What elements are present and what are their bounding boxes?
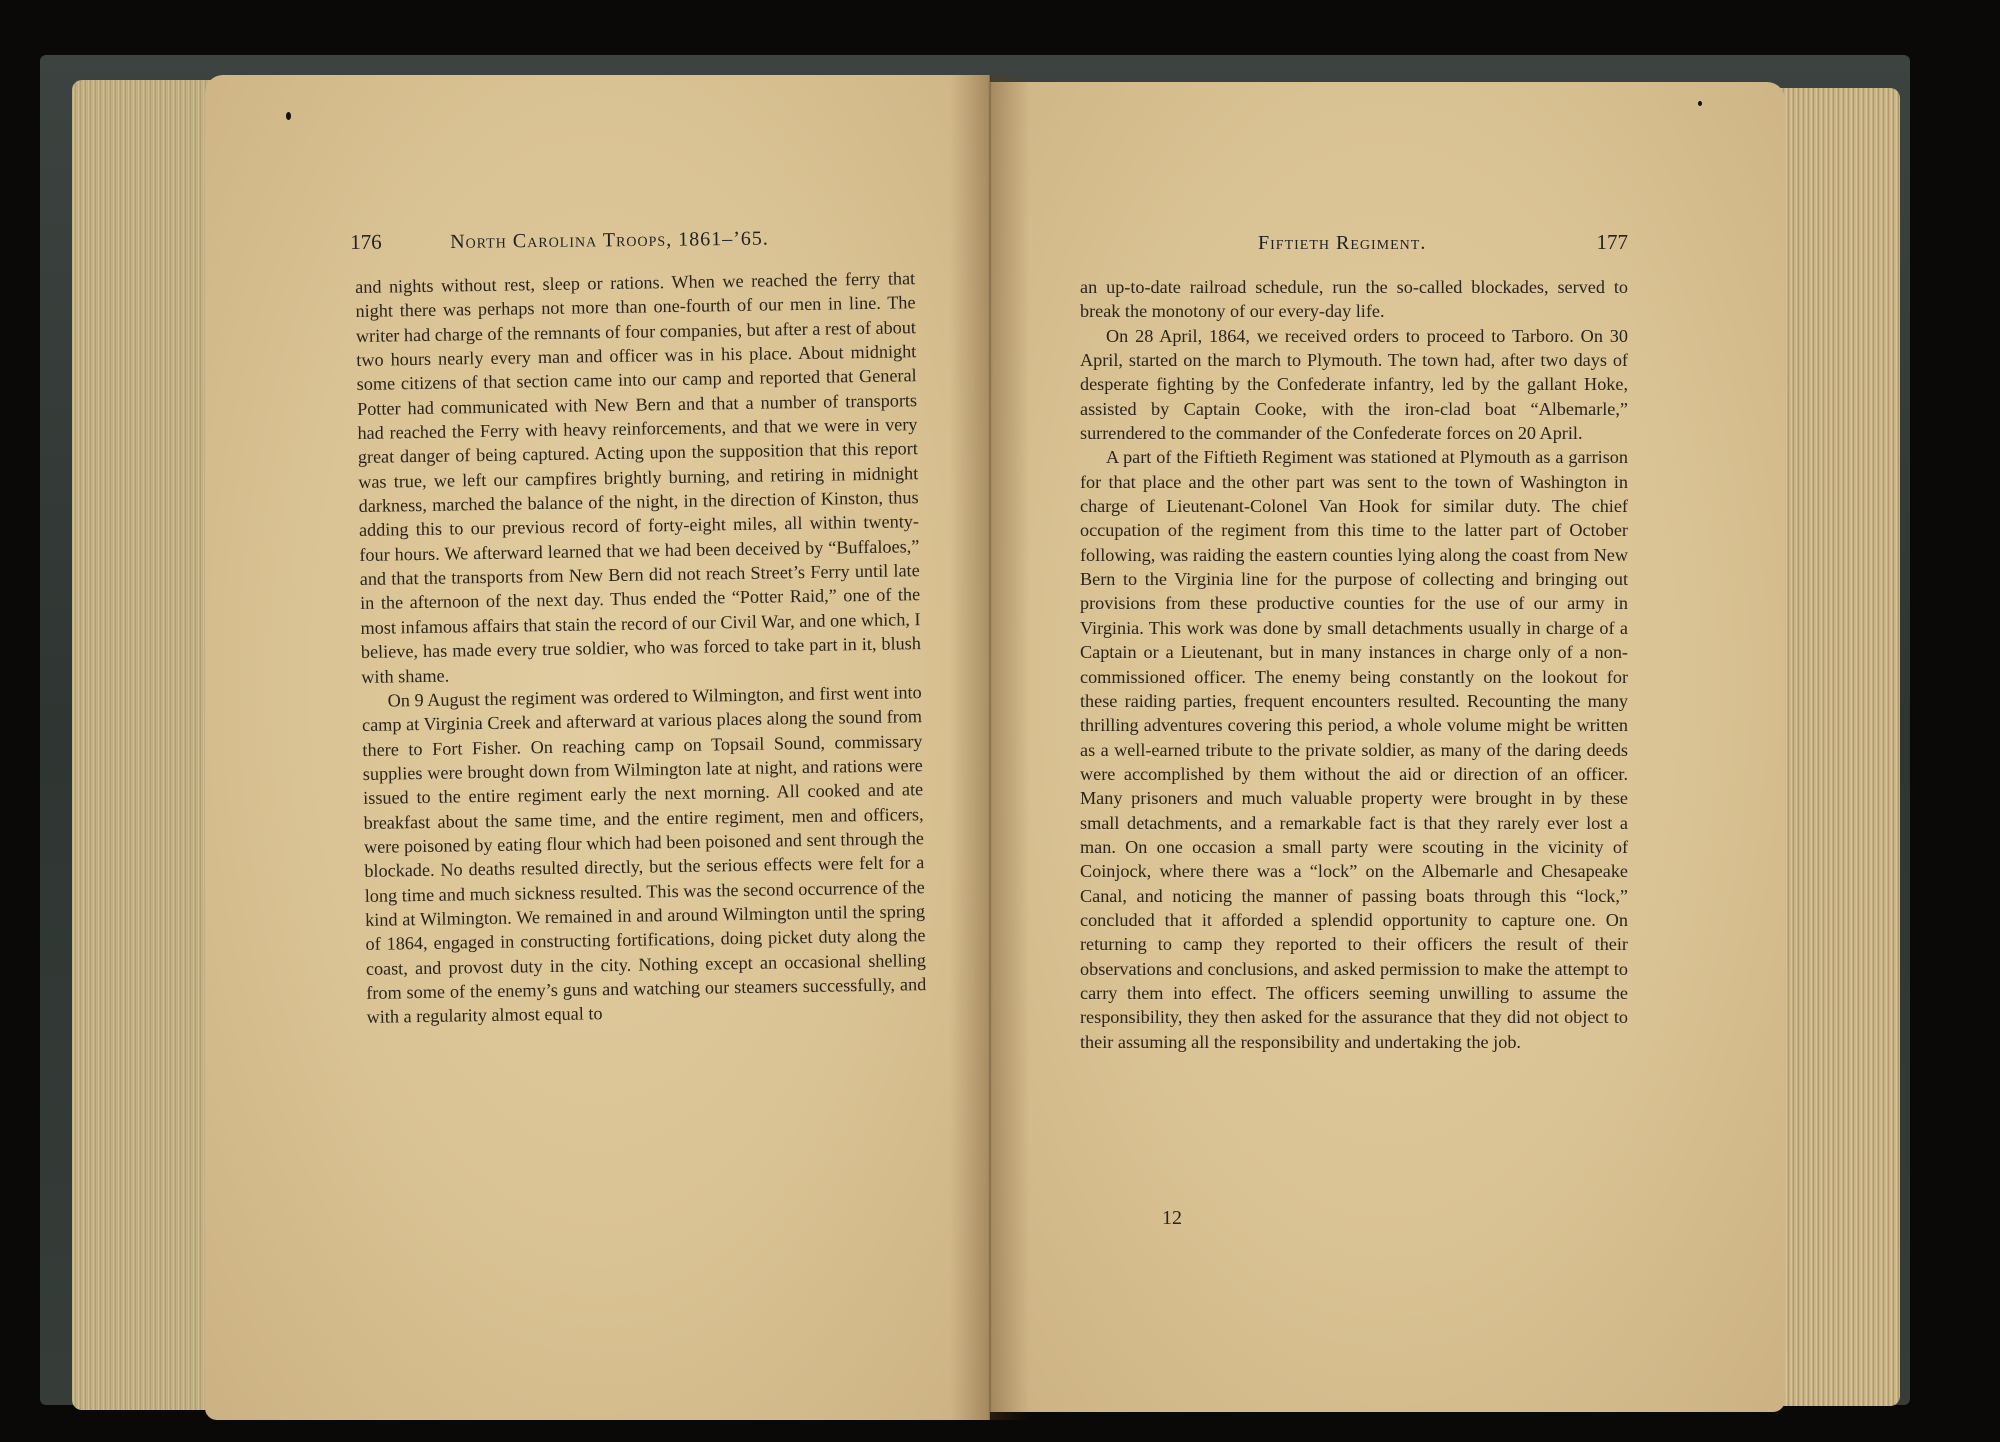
signature-mark: 12 [1162, 1207, 1182, 1229]
left-page-body [355, 266, 927, 1029]
ink-speck [1698, 101, 1702, 106]
right-page-edges [1775, 88, 1900, 1406]
left-page-edges [72, 80, 222, 1410]
paragraph: and nights without rest, sleep or rations. When we reached the ferry that night there was perhaps not more than one-fourth of our men in line. The writer had charge of the remnants of four companies, but after a rest of about two hours nearly every man and officer was in his place. About midnight some citizens of that section came into our camp and reported that General Potter had communicated with New Bern and that a number of transports had reached the Ferry with heavy reinforcements, and that we were in very great danger of being captured. Acting upon the supposition that this report was true, we left our campfires brightly burning, and retiring in midnight darkness, marched the balance of the night, in the direction of Kinston, thus adding this to our previous record of forty-eight miles, all within twenty-four hours. We afterward learned that we had been deceived by “Buffaloes,” and that the transports from New Bern did not reach Street’s Ferry until late in the afternoon of the next day. Thus ended the “Potter Raid,” one of the most infamous affairs that stain the record of our Civil War, and one which, I believe, has made every true soldier, who was forced to take part in it, blush with shame. [355, 268, 922, 687]
paragraph: A part of the Fiftieth Regiment was stationed at Plymouth as a garrison for that place and the other part was sent to the town of Washington in charge of Lieutenant-Colonel Van Hook for similar duty. The chief occupation of the regiment from this time to the latter part of October following, was raiding the eastern counties lying along the coast from New Bern to the Virginia line for the purpose of collecting and bringing out provisions from these productive counties for the use of our army in Virginia. This work was done by small detachments usually in charge of a Captain or a Lieutenant, but in many instances in charge only of a non-commissioned officer. The enemy being constantly on the lookout for these raiding parties, frequent encounters resulted. Recounting the many thrilling adventures covering this period, a whole volume might be written as a well-earned tribute to the private soldier, as many of the daring deeds were accomplished by them without the aid or direction of an officer. Many prisoners and much valuable property were brought in by these small detachments, and a remarkable fact is that they rarely ever lost a man. On one occasion a small party were scouting in the vicinity of Coinjock, where there was a “lock” on the Albemarle and Chesapeake Canal, and noticing the manner of passing boats through this “lock,” concluded that it afforded a splendid opportunity to capture one. On returning to camp they reported to their officers the result of their observations and conclusions, and asked permission to make the attempt to carry them into effect. The officers seeming unwilling to assume the responsibility, they then asked for the assurance that they did not object to their assuming all the responsibility and undertaking the job. [1080, 447, 1628, 1052]
right-page-body [1080, 275, 1628, 1054]
left-page-header [350, 224, 930, 260]
ink-speck [286, 112, 291, 120]
book-gutter [950, 75, 1030, 1420]
running-head: North Carolina Troops, 1861–’65. [450, 227, 769, 253]
running-head: Fiftieth Regiment. [1258, 232, 1427, 254]
right-page-header [1080, 230, 1628, 260]
paragraph: On 28 April, 1864, we received orders to proceed to Tarboro. On 30 April, started on the march to Plymouth. The town had, after two days of desperate fighting by the Confederate infantry, led by the gallant Hoke, assisted by Captain Cooke, with the iron-clad boat “Albemarle,” surrendered to the commander of the Confederate forces on 20 April. [1080, 325, 1628, 444]
paragraph: On 9 August the regiment was ordered to Wilmington, and first went into camp at Virginia Creek and afterward at various places along the sound from there to Fort Fisher. On reaching camp on Topsail Sound, commissary supplies were brought down from Wilmington late at night, and rations were issued to the entire regiment early the next morning. All cooked and ate breakfast about the same time, and the entire regiment, men and officers, were poisoned by eating flour which had been poisoned and sent through the blockade. No deaths resulted directly, but the serious effects were felt for a long time and much sickness resulted. This was the second occurrence of the kind at Wilmington. We remained in and around Wilmington until the spring of 1864, engaged in constructing fortifications, doing picket duty along the coast, and provost duty in the city. Nothing except an occasional shelling from some of the enemy’s guns and watching our steamers successfully, and with a regularity almost equal to [361, 681, 927, 1028]
paragraph: an up-to-date railroad schedule, run the so-called blockades, served to break the monotony of our every-day life. [1080, 277, 1628, 322]
page-number: 176 [350, 229, 382, 254]
page-number: 177 [1596, 230, 1628, 254]
